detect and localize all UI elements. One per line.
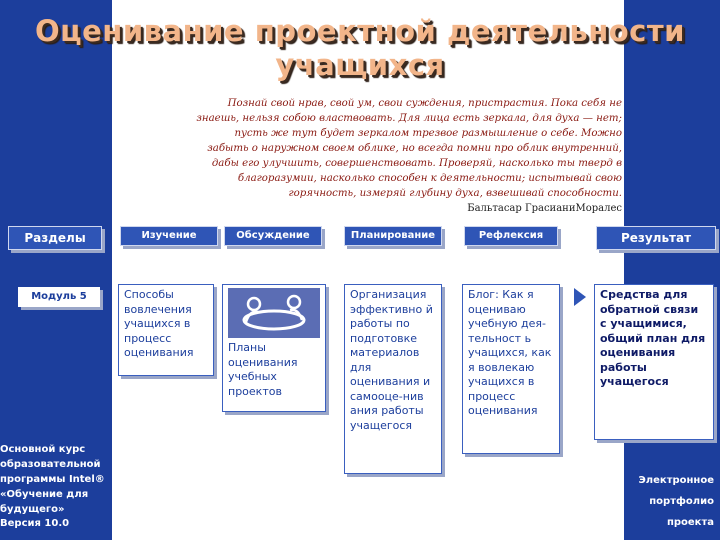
- box-planning: Организация эффективно й работы по подготовке материалов для оценивания и самооце-нив ания работы учащегося: [344, 284, 442, 474]
- box-result: Средства для обратной связи с учащимися, общий план для оценивания работы учащегося: [594, 284, 714, 440]
- portfolio-label: [626, 470, 714, 533]
- header-reflection: Рефлексия: [464, 226, 558, 246]
- course-info: Основной курс образовательной программы Intel® «Обучение для будущего»: [0, 444, 105, 515]
- header-sections: Разделы: [8, 226, 102, 250]
- version-label: Версия 10.0: [0, 518, 70, 529]
- portfolio-line-2: портфолио: [649, 496, 714, 507]
- title-line-2: учащихся: [275, 48, 445, 82]
- box-study: Способы вовлечения учащихся в процесс оценивания: [118, 284, 214, 376]
- portfolio-line-1: Электронное: [638, 475, 714, 486]
- header-discussion: Обсуждение: [224, 226, 322, 246]
- header-result: Результат: [596, 226, 716, 250]
- epigraph-text: Познай свой нрав, свой ум, свои суждения, пристрастия. Пока себя не знаешь, нельзя собою властвовать. Для лица есть зеркала, для духа — нет; пусть же тут будет зеркалом трезвое размышление о себе. Можно забыть о наружном своем облике, но всегда помни про облик внутренний, дабы его улучшить, совершенствовать. Проверяй, насколько ты тверд в благоразумии, насколько способен к деятельности; испытывай свою горячность, измеряй глубину духа, взвешивай способности.: [196, 98, 622, 199]
- header-study: Изучение: [120, 226, 218, 246]
- people-circle-icon: [228, 288, 320, 338]
- module-label: Модуль 5: [18, 287, 100, 307]
- box-reflection: Блог: Как я оцениваю учебную дея-тельност ь учащихся, как я вовлекаю учащихся в процесс оценивания: [462, 284, 560, 454]
- title-line-1: Оценивание проектной деятельности: [34, 14, 685, 48]
- arrow-right-icon: [574, 288, 586, 306]
- box-discussion-text: Планы оценивания учебных проектов: [228, 341, 298, 398]
- epigraph-author: Бальтасар ГрасианиМоралес: [467, 203, 622, 214]
- page-title: [0, 14, 720, 82]
- header-planning: Планирование: [344, 226, 442, 246]
- portfolio-line-3: проекта: [666, 517, 714, 528]
- epigraph: [192, 96, 622, 216]
